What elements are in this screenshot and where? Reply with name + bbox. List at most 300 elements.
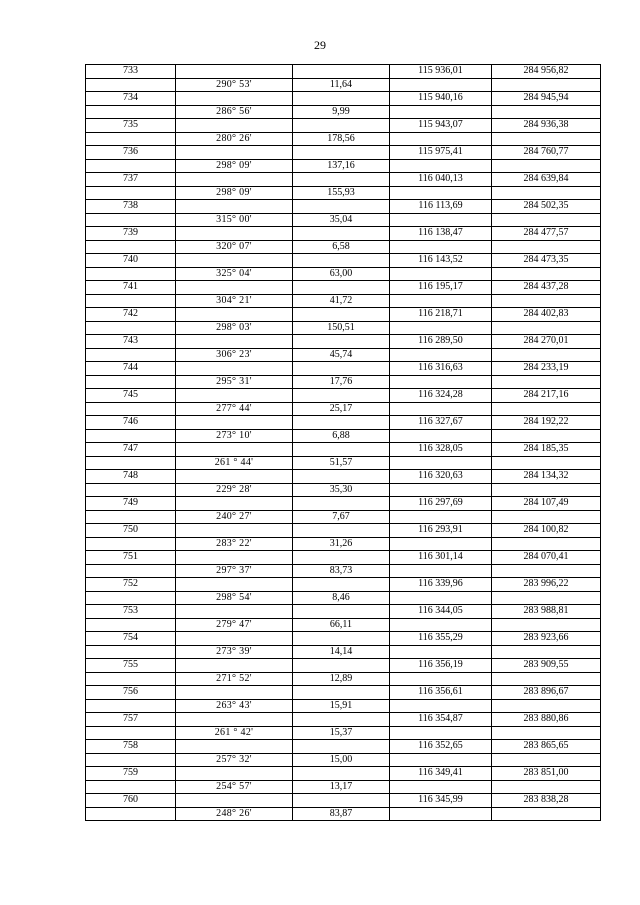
- table-row: [86, 173, 601, 187]
- y-coordinate-cell: 284 437,28: [492, 281, 601, 295]
- point-number-cell: [86, 186, 176, 200]
- table-row: [86, 497, 601, 511]
- x-coordinate-cell: 116 113,69: [390, 200, 492, 214]
- direction-angle-cell: [176, 632, 293, 646]
- direction-angle-cell: 283° 22': [176, 537, 293, 551]
- y-coordinate-cell: [492, 726, 601, 740]
- table-row: [86, 78, 601, 92]
- direction-angle-cell: 320° 07': [176, 240, 293, 254]
- distance-cell: [293, 767, 390, 781]
- x-coordinate-cell: [390, 159, 492, 173]
- y-coordinate-cell: 283 880,86: [492, 713, 601, 727]
- point-number-cell: [86, 699, 176, 713]
- table-row: [86, 578, 601, 592]
- x-coordinate-cell: [390, 753, 492, 767]
- distance-cell: 7,67: [293, 510, 390, 524]
- table-row: [86, 632, 601, 646]
- y-coordinate-cell: 283 896,67: [492, 686, 601, 700]
- y-coordinate-cell: 284 936,38: [492, 119, 601, 133]
- point-number-cell: [86, 213, 176, 227]
- table-row: [86, 92, 601, 106]
- direction-angle-cell: [176, 200, 293, 214]
- distance-cell: [293, 794, 390, 808]
- point-number-cell: [86, 402, 176, 416]
- point-number-cell: 757: [86, 713, 176, 727]
- point-number-cell: 758: [86, 740, 176, 754]
- y-coordinate-cell: 284 402,83: [492, 308, 601, 322]
- y-coordinate-cell: 284 134,32: [492, 470, 601, 484]
- y-coordinate-cell: 284 070,41: [492, 551, 601, 565]
- distance-cell: 66,11: [293, 618, 390, 632]
- table-row: [86, 699, 601, 713]
- point-number-cell: 740: [86, 254, 176, 268]
- x-coordinate-cell: 116 339,96: [390, 578, 492, 592]
- direction-angle-cell: [176, 659, 293, 673]
- distance-cell: [293, 632, 390, 646]
- y-coordinate-cell: [492, 780, 601, 794]
- table-row: [86, 551, 601, 565]
- x-coordinate-cell: 116 289,50: [390, 335, 492, 349]
- table-row: [86, 308, 601, 322]
- point-number-cell: [86, 159, 176, 173]
- direction-angle-cell: [176, 578, 293, 592]
- x-coordinate-cell: 115 940,16: [390, 92, 492, 106]
- x-coordinate-cell: 116 320,63: [390, 470, 492, 484]
- direction-angle-cell: 240° 27': [176, 510, 293, 524]
- point-number-cell: 736: [86, 146, 176, 160]
- table-row: [86, 119, 601, 133]
- distance-cell: 15,37: [293, 726, 390, 740]
- distance-cell: [293, 119, 390, 133]
- y-coordinate-cell: [492, 213, 601, 227]
- y-coordinate-cell: [492, 294, 601, 308]
- direction-angle-cell: [176, 227, 293, 241]
- y-coordinate-cell: [492, 402, 601, 416]
- y-coordinate-cell: [492, 564, 601, 578]
- x-coordinate-cell: 115 936,01: [390, 65, 492, 79]
- y-coordinate-cell: [492, 429, 601, 443]
- point-number-cell: 738: [86, 200, 176, 214]
- table-row: [86, 794, 601, 808]
- table-row: [86, 456, 601, 470]
- point-number-cell: [86, 456, 176, 470]
- x-coordinate-cell: [390, 618, 492, 632]
- distance-cell: [293, 254, 390, 268]
- point-number-cell: 750: [86, 524, 176, 538]
- y-coordinate-cell: [492, 807, 601, 821]
- table-row: [86, 281, 601, 295]
- distance-cell: 6,58: [293, 240, 390, 254]
- distance-cell: [293, 416, 390, 430]
- distance-cell: [293, 92, 390, 106]
- direction-angle-cell: 280° 26': [176, 132, 293, 146]
- point-number-cell: [86, 105, 176, 119]
- point-number-cell: 754: [86, 632, 176, 646]
- distance-cell: 35,04: [293, 213, 390, 227]
- direction-angle-cell: [176, 173, 293, 187]
- distance-cell: 83,87: [293, 807, 390, 821]
- direction-angle-cell: [176, 740, 293, 754]
- distance-cell: [293, 443, 390, 457]
- distance-cell: [293, 146, 390, 160]
- point-number-cell: 755: [86, 659, 176, 673]
- distance-cell: [293, 362, 390, 376]
- table-row: [86, 470, 601, 484]
- x-coordinate-cell: [390, 294, 492, 308]
- y-coordinate-cell: [492, 159, 601, 173]
- table-row: [86, 362, 601, 376]
- point-number-cell: [86, 294, 176, 308]
- point-number-cell: [86, 591, 176, 605]
- distance-cell: 15,00: [293, 753, 390, 767]
- point-number-cell: [86, 564, 176, 578]
- table-row: [86, 105, 601, 119]
- table-row: [86, 402, 601, 416]
- x-coordinate-cell: 116 349,41: [390, 767, 492, 781]
- distance-cell: [293, 335, 390, 349]
- x-coordinate-cell: [390, 267, 492, 281]
- table-row: [86, 254, 601, 268]
- x-coordinate-cell: [390, 591, 492, 605]
- distance-cell: 41,72: [293, 294, 390, 308]
- direction-angle-cell: 257° 32': [176, 753, 293, 767]
- y-coordinate-cell: 284 100,82: [492, 524, 601, 538]
- point-number-cell: [86, 240, 176, 254]
- table-row: [86, 807, 601, 821]
- x-coordinate-cell: 116 356,61: [390, 686, 492, 700]
- y-coordinate-cell: [492, 321, 601, 335]
- x-coordinate-cell: 116 354,87: [390, 713, 492, 727]
- table-row: [86, 564, 601, 578]
- point-number-cell: [86, 645, 176, 659]
- distance-cell: 13,17: [293, 780, 390, 794]
- direction-angle-cell: [176, 605, 293, 619]
- x-coordinate-cell: 116 328,05: [390, 443, 492, 457]
- direction-angle-cell: [176, 119, 293, 133]
- y-coordinate-cell: [492, 456, 601, 470]
- table-row: [86, 146, 601, 160]
- table-row: [86, 429, 601, 443]
- x-coordinate-cell: 116 324,28: [390, 389, 492, 403]
- y-coordinate-cell: 283 923,66: [492, 632, 601, 646]
- direction-angle-cell: [176, 389, 293, 403]
- distance-cell: 45,74: [293, 348, 390, 362]
- table-row: [86, 294, 601, 308]
- direction-angle-cell: [176, 470, 293, 484]
- distance-cell: 150,51: [293, 321, 390, 335]
- table-row: [86, 753, 601, 767]
- distance-cell: 25,17: [293, 402, 390, 416]
- x-coordinate-cell: [390, 105, 492, 119]
- x-coordinate-cell: [390, 78, 492, 92]
- table-row: [86, 483, 601, 497]
- direction-angle-cell: 277° 44': [176, 402, 293, 416]
- distance-cell: 17,76: [293, 375, 390, 389]
- y-coordinate-cell: [492, 645, 601, 659]
- distance-cell: [293, 470, 390, 484]
- direction-angle-cell: [176, 551, 293, 565]
- x-coordinate-cell: 116 195,17: [390, 281, 492, 295]
- distance-cell: [293, 524, 390, 538]
- x-coordinate-cell: [390, 483, 492, 497]
- direction-angle-cell: [176, 92, 293, 106]
- point-number-cell: 749: [86, 497, 176, 511]
- y-coordinate-cell: [492, 186, 601, 200]
- direction-angle-cell: 273° 10': [176, 429, 293, 443]
- x-coordinate-cell: 116 316,63: [390, 362, 492, 376]
- table-row: [86, 740, 601, 754]
- x-coordinate-cell: [390, 807, 492, 821]
- distance-cell: [293, 713, 390, 727]
- point-number-cell: [86, 429, 176, 443]
- table-row: [86, 618, 601, 632]
- table-row: [86, 686, 601, 700]
- direction-angle-cell: 261 ° 44': [176, 456, 293, 470]
- point-number-cell: [86, 726, 176, 740]
- point-number-cell: 748: [86, 470, 176, 484]
- y-coordinate-cell: [492, 78, 601, 92]
- x-coordinate-cell: 116 344,05: [390, 605, 492, 619]
- distance-cell: [293, 227, 390, 241]
- x-coordinate-cell: [390, 672, 492, 686]
- coordinates-table-body: [86, 65, 601, 821]
- point-number-cell: [86, 348, 176, 362]
- point-number-cell: [86, 132, 176, 146]
- distance-cell: [293, 389, 390, 403]
- table-row: [86, 443, 601, 457]
- y-coordinate-cell: 284 107,49: [492, 497, 601, 511]
- table-row: [86, 524, 601, 538]
- distance-cell: 155,93: [293, 186, 390, 200]
- table-row: [86, 227, 601, 241]
- point-number-cell: 760: [86, 794, 176, 808]
- distance-cell: 178,56: [293, 132, 390, 146]
- direction-angle-cell: 273° 39': [176, 645, 293, 659]
- y-coordinate-cell: [492, 375, 601, 389]
- x-coordinate-cell: [390, 240, 492, 254]
- distance-cell: [293, 578, 390, 592]
- point-number-cell: 753: [86, 605, 176, 619]
- point-number-cell: [86, 483, 176, 497]
- distance-cell: 51,57: [293, 456, 390, 470]
- point-number-cell: 745: [86, 389, 176, 403]
- point-number-cell: 739: [86, 227, 176, 241]
- distance-cell: 83,73: [293, 564, 390, 578]
- x-coordinate-cell: 116 138,47: [390, 227, 492, 241]
- y-coordinate-cell: 283 909,55: [492, 659, 601, 673]
- point-number-cell: 737: [86, 173, 176, 187]
- y-coordinate-cell: 284 233,19: [492, 362, 601, 376]
- y-coordinate-cell: [492, 537, 601, 551]
- y-coordinate-cell: [492, 753, 601, 767]
- table-row: [86, 213, 601, 227]
- direction-angle-cell: [176, 362, 293, 376]
- direction-angle-cell: 271° 52': [176, 672, 293, 686]
- direction-angle-cell: 279° 47': [176, 618, 293, 632]
- distance-cell: [293, 659, 390, 673]
- y-coordinate-cell: 284 473,35: [492, 254, 601, 268]
- distance-cell: [293, 65, 390, 79]
- x-coordinate-cell: [390, 375, 492, 389]
- point-number-cell: 741: [86, 281, 176, 295]
- direction-angle-cell: 254° 57': [176, 780, 293, 794]
- point-number-cell: [86, 780, 176, 794]
- direction-angle-cell: 306° 23': [176, 348, 293, 362]
- distance-cell: 6,88: [293, 429, 390, 443]
- coordinates-table: [85, 64, 601, 821]
- x-coordinate-cell: [390, 645, 492, 659]
- direction-angle-cell: [176, 794, 293, 808]
- table-row: [86, 605, 601, 619]
- distance-cell: 137,16: [293, 159, 390, 173]
- y-coordinate-cell: 284 639,84: [492, 173, 601, 187]
- distance-cell: [293, 551, 390, 565]
- direction-angle-cell: [176, 65, 293, 79]
- distance-cell: [293, 281, 390, 295]
- y-coordinate-cell: 284 192,22: [492, 416, 601, 430]
- table-row: [86, 240, 601, 254]
- page-number: 29: [314, 38, 326, 52]
- direction-angle-cell: [176, 308, 293, 322]
- point-number-cell: [86, 753, 176, 767]
- point-number-cell: [86, 321, 176, 335]
- y-coordinate-cell: 283 851,00: [492, 767, 601, 781]
- y-coordinate-cell: 284 502,35: [492, 200, 601, 214]
- y-coordinate-cell: 283 996,22: [492, 578, 601, 592]
- y-coordinate-cell: 283 865,65: [492, 740, 601, 754]
- y-coordinate-cell: 283 838,28: [492, 794, 601, 808]
- y-coordinate-cell: [492, 510, 601, 524]
- distance-cell: 35,30: [293, 483, 390, 497]
- direction-angle-cell: 248° 26': [176, 807, 293, 821]
- point-number-cell: [86, 267, 176, 281]
- distance-cell: 31,26: [293, 537, 390, 551]
- y-coordinate-cell: 284 956,82: [492, 65, 601, 79]
- direction-angle-cell: [176, 416, 293, 430]
- distance-cell: 15,91: [293, 699, 390, 713]
- distance-cell: 9,99: [293, 105, 390, 119]
- y-coordinate-cell: [492, 132, 601, 146]
- y-coordinate-cell: [492, 483, 601, 497]
- table-row: [86, 335, 601, 349]
- distance-cell: [293, 200, 390, 214]
- point-number-cell: 746: [86, 416, 176, 430]
- direction-angle-cell: 297° 37': [176, 564, 293, 578]
- direction-angle-cell: 298° 09': [176, 159, 293, 173]
- x-coordinate-cell: 116 301,14: [390, 551, 492, 565]
- direction-angle-cell: 315° 00': [176, 213, 293, 227]
- distance-cell: 14,14: [293, 645, 390, 659]
- distance-cell: 63,00: [293, 267, 390, 281]
- x-coordinate-cell: [390, 699, 492, 713]
- point-number-cell: [86, 618, 176, 632]
- table-row: [86, 780, 601, 794]
- x-coordinate-cell: [390, 726, 492, 740]
- y-coordinate-cell: 283 988,81: [492, 605, 601, 619]
- x-coordinate-cell: [390, 213, 492, 227]
- table-row: [86, 659, 601, 673]
- direction-angle-cell: 261 ° 42': [176, 726, 293, 740]
- x-coordinate-cell: [390, 780, 492, 794]
- point-number-cell: 751: [86, 551, 176, 565]
- direction-angle-cell: [176, 524, 293, 538]
- y-coordinate-cell: 284 185,35: [492, 443, 601, 457]
- x-coordinate-cell: [390, 429, 492, 443]
- point-number-cell: [86, 510, 176, 524]
- distance-cell: [293, 497, 390, 511]
- y-coordinate-cell: [492, 348, 601, 362]
- point-number-cell: [86, 537, 176, 551]
- table-row: [86, 537, 601, 551]
- y-coordinate-cell: 284 477,57: [492, 227, 601, 241]
- point-number-cell: 742: [86, 308, 176, 322]
- direction-angle-cell: [176, 686, 293, 700]
- x-coordinate-cell: 116 218,71: [390, 308, 492, 322]
- x-coordinate-cell: [390, 186, 492, 200]
- y-coordinate-cell: [492, 267, 601, 281]
- distance-cell: 8,46: [293, 591, 390, 605]
- x-coordinate-cell: 116 356,19: [390, 659, 492, 673]
- y-coordinate-cell: 284 270,01: [492, 335, 601, 349]
- direction-angle-cell: 304° 21': [176, 294, 293, 308]
- table-row: [86, 375, 601, 389]
- point-number-cell: 756: [86, 686, 176, 700]
- table-row: [86, 186, 601, 200]
- table-row: [86, 348, 601, 362]
- y-coordinate-cell: [492, 699, 601, 713]
- direction-angle-cell: [176, 443, 293, 457]
- table-row: [86, 510, 601, 524]
- point-number-cell: 752: [86, 578, 176, 592]
- table-row: [86, 767, 601, 781]
- distance-cell: 11,64: [293, 78, 390, 92]
- y-coordinate-cell: 284 945,94: [492, 92, 601, 106]
- y-coordinate-cell: [492, 240, 601, 254]
- x-coordinate-cell: 116 040,13: [390, 173, 492, 187]
- table-row: [86, 416, 601, 430]
- direction-angle-cell: 263° 43': [176, 699, 293, 713]
- x-coordinate-cell: 115 975,41: [390, 146, 492, 160]
- point-number-cell: 735: [86, 119, 176, 133]
- x-coordinate-cell: 116 355,29: [390, 632, 492, 646]
- table-row: [86, 267, 601, 281]
- direction-angle-cell: 298° 09': [176, 186, 293, 200]
- x-coordinate-cell: [390, 132, 492, 146]
- x-coordinate-cell: [390, 348, 492, 362]
- x-coordinate-cell: [390, 402, 492, 416]
- x-coordinate-cell: [390, 537, 492, 551]
- point-number-cell: 743: [86, 335, 176, 349]
- x-coordinate-cell: [390, 456, 492, 470]
- direction-angle-cell: 229° 28': [176, 483, 293, 497]
- table-row: [86, 200, 601, 214]
- x-coordinate-cell: 115 943,07: [390, 119, 492, 133]
- point-number-cell: [86, 375, 176, 389]
- direction-angle-cell: [176, 497, 293, 511]
- y-coordinate-cell: [492, 105, 601, 119]
- point-number-cell: [86, 78, 176, 92]
- x-coordinate-cell: 116 293,91: [390, 524, 492, 538]
- direction-angle-cell: 325° 04': [176, 267, 293, 281]
- distance-cell: [293, 308, 390, 322]
- y-coordinate-cell: [492, 591, 601, 605]
- x-coordinate-cell: [390, 510, 492, 524]
- point-number-cell: 759: [86, 767, 176, 781]
- table-row: [86, 713, 601, 727]
- table-row: [86, 672, 601, 686]
- direction-angle-cell: [176, 254, 293, 268]
- direction-angle-cell: 298° 54': [176, 591, 293, 605]
